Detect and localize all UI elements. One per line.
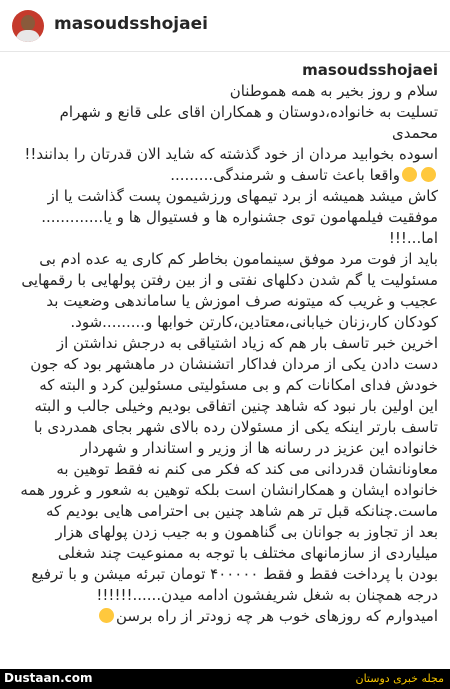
caption-line: محمدی [391, 124, 438, 142]
site-tagline: مجله خبری دوستان [355, 672, 444, 685]
header-username[interactable]: masoudsshojaei [54, 14, 208, 34]
caption-line [12, 165, 438, 186]
caption-line: میلیاردی از سازمانهای مختلف با توجه به ممنوعیت چند شغلی [57, 544, 438, 562]
caption-line: این اولین بار نبود که شاهد چنین اتفاقی بودیم وخیلی جالب و البته [34, 397, 438, 415]
caption-line: مسئولیت یا گم شدن دکلهای نفتی و از بین رفتن پولهایی با رقمهایی [21, 271, 438, 289]
caption-line: کاش میشد همیشه از برد تیمهای ورزشیمون پست گذاشت یا از [47, 187, 438, 205]
caption-line: اخرین خبر تاسف بار هم که زیاد اشتیاقی به درجش نداشتن از [56, 334, 438, 352]
caption-line: بودن با پرداخت فقط و فقط ۴۰۰۰۰۰ تومان تبرئه میشن و با ترفیع [31, 565, 438, 583]
caption-line: دست دادن یکی از مردان فداکار اتشنشان در ماهشهر بود که جون [30, 355, 438, 373]
caption-line: کودکان کار،زنان خیابانی،معتادین،کارتن خوابها و.........شود. [70, 313, 438, 331]
caption-line: موفقیت فیلمهامون توی جشنواره ها و فستیوال ها و یا............. [41, 208, 438, 226]
caption-line: سلام و روز بخیر به همه هموطنان [229, 82, 438, 100]
caption-line: تسلیت به خانواده،دوستان و همکاران اقای علی قانع و شهرام [59, 103, 438, 121]
caption-line: خانواده این عزیز در رسانه ها از وزیر و استاندار و شهردار [80, 439, 438, 457]
caption-line: اما...!!! [388, 229, 438, 247]
site-watermark: Dustaan.com [4, 671, 93, 685]
caption-line [12, 606, 438, 627]
caption-username[interactable]: masoudsshojaei [302, 61, 438, 79]
caption-line-text: امیدوارم که روزهای خوب هر چه زودتر از راه برسن [116, 607, 438, 625]
caption-line [12, 60, 438, 81]
caption-line: معاونانشان قدردانی می کند که فکر می کنم نه فقط توهین به [56, 460, 438, 478]
post-header [0, 0, 450, 52]
caption-line-text: واقعا باعث تاسف و شرمندگی......... [170, 166, 400, 184]
watermark-footer [0, 669, 450, 689]
caption-line: بعد از تجاوز به جوانان بی گناهمون و به جیب زدن پولهای هزار [55, 523, 438, 541]
avatar[interactable] [12, 10, 44, 42]
caption-line: تاسف بارتر اینکه یکی از مسئولان رده بالای شهر بجای همدردی با [33, 418, 438, 436]
relieved-emoji-icon [99, 608, 114, 623]
caption-line: خودش فدای امکانات کم و بی مسئولیتی مسئولین کرد و البته که [39, 376, 438, 394]
sad-emoji-icon [421, 167, 436, 182]
caption-line: خانواده ایشان و همکارانشان است بلکه توهین به شعور و غرور همه [20, 481, 438, 499]
caption-line: باید از فوت مرد موفق سینمامون بخاطر کم کاری یه عده ادم بی [39, 250, 438, 268]
avatar-face [21, 15, 35, 31]
post-caption [0, 60, 450, 670]
caption-line: عجیب و غریب که میتونه صرف اموزش یا ساماندهی وضعیت بد [46, 292, 438, 310]
caption-line: درجه همچنان به شغل شریفشون ادامه میدن......!!!!!! [96, 586, 438, 604]
caption-text [12, 60, 438, 627]
caption-line: اسوده بخوابید مردان از خود گذشته که شاید الان قدرتان را بدانند!! [24, 145, 438, 163]
avatar-shirt [16, 30, 40, 42]
embarrassed-emoji-icon [402, 167, 417, 182]
caption-line: ماست.چنانکه قبل تر هم شاهد چنین بی احترامی هایی بودیم که [45, 502, 438, 520]
